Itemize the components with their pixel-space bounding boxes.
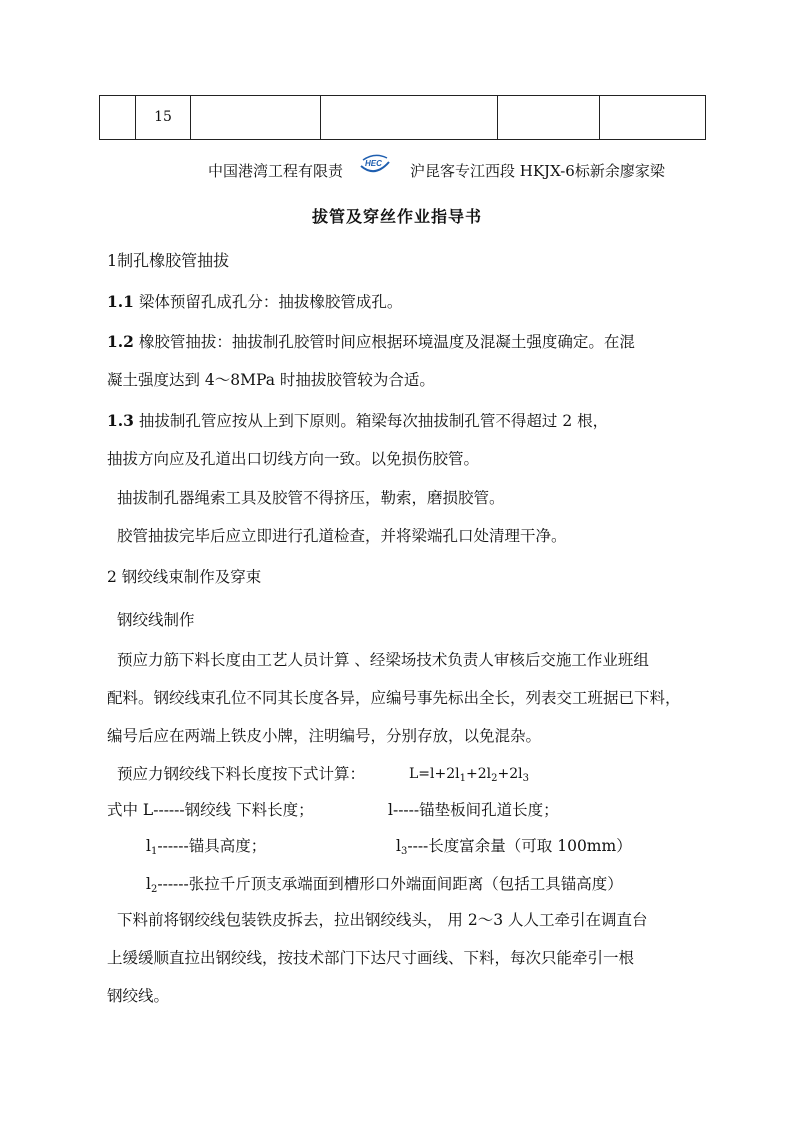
table-cell [600,96,705,139]
subscript: 2 [150,884,158,895]
header-project: 沪昆客专江西段 HKJX-6标新余廖家梁 [410,162,665,180]
table-cell-number: 15 [136,96,191,139]
definition-text: ------张拉千斤顶支承端面到槽形口外端面间距离（包括工具锚高度） [157,875,623,893]
paragraph-line: 下料前将钢绞线包装铁皮拆去，拉出钢绞线头， 用 2～3 人人工牵引在调直台 [117,911,648,929]
para-number: 1.2 [107,332,134,351]
svg-text:HEC: HEC [365,159,382,168]
formula-intro: 预应力钢绞线下料长度按下式计算： [117,765,366,783]
paragraph-line: 凝土强度达到 4～8MPa 时抽拔胶管较为合适。 [107,371,435,389]
formula-subscript: 1 [459,773,466,784]
hec-logo-icon [357,152,393,174]
formula-part: +2l [497,766,523,782]
formula-subscript: 2 [491,773,498,784]
table-row [99,95,706,140]
para-text: 抽拔制孔管应按从上到下原则。箱梁每次抽拔制孔管不得超过 2 根， [133,412,609,430]
formula-subscript: 3 [522,773,529,784]
document-title: 拔管及穿丝作业指导书 [311,207,482,226]
section-1-heading: 1制孔橡胶管抽拔 [107,251,230,270]
paragraph-line: 抽拔方向应及孔道出口切线方向一致。以免损伤胶管。 [107,450,480,468]
paragraph-line: 抽拔制孔器绳索工具及胶管不得挤压，勒索，磨损胶管。 [117,489,505,507]
table-cell [321,96,498,139]
symbol: l [146,837,151,855]
table-cell [191,96,321,139]
para-text: 橡胶管抽拔：抽拔制孔胶管时间应根据环境温度及混凝土强度确定。在混 [133,333,635,351]
definition-l2 [146,874,623,900]
table-cell-blank [100,96,136,139]
subscript: 1 [150,846,158,857]
formula-part: L=l+2l [409,766,460,782]
subscript: 3 [400,846,408,857]
paragraph-line: 预应力筋下料长度由工艺人员计算 、经梁场技术负责人审核后交施工作业班组 [117,651,649,669]
paragraph-1-1 [107,292,402,312]
paragraph-1-3 [107,411,608,431]
paragraph-line: 钢绞线。 [107,987,170,1005]
definition-text: ------锚具高度； [157,837,267,855]
para-number: 1.1 [107,292,134,311]
definition-L: 式中 L------钢绞线 下料长度； [107,801,314,819]
formula [409,764,529,789]
definition-l: l-----锚垫板间孔道长度； [388,801,559,819]
symbol: l [396,837,401,855]
definition-text: ----长度富余量（可取 100mm） [407,837,632,855]
symbol: l [146,875,151,893]
paragraph-line: 胶管抽拔完毕后应立即进行孔道检查，并将梁端孔口处清理干净。 [117,527,567,545]
table-cell [498,96,600,139]
header-company: 中国港湾工程有限责 [208,162,344,180]
formula-part: +2l [466,766,492,782]
definition-l3 [396,836,632,862]
paragraph-line: 配料。钢绞线束孔位不同其长度各异，应编号事先标出全长，列表交工班据已下料， [107,689,681,707]
definition-l1 [146,836,266,862]
paragraph-line: 编号后应在两端上铁皮小牌，注明编号，分别存放，以免混杂。 [107,727,542,745]
para-text: 梁体预留孔成孔分：抽拔橡胶管成孔。 [133,293,403,311]
para-number: 1.3 [107,411,134,430]
section-2-heading: 2 钢绞线束制作及穿束 [107,568,262,586]
paragraph-1-2 [107,332,635,352]
subheading: 钢绞线制作 [117,611,195,629]
paragraph-line: 上缓缓顺直拉出钢绞线，按技术部门下达尺寸画线、下料，每次只能牵引一根 [107,949,635,967]
